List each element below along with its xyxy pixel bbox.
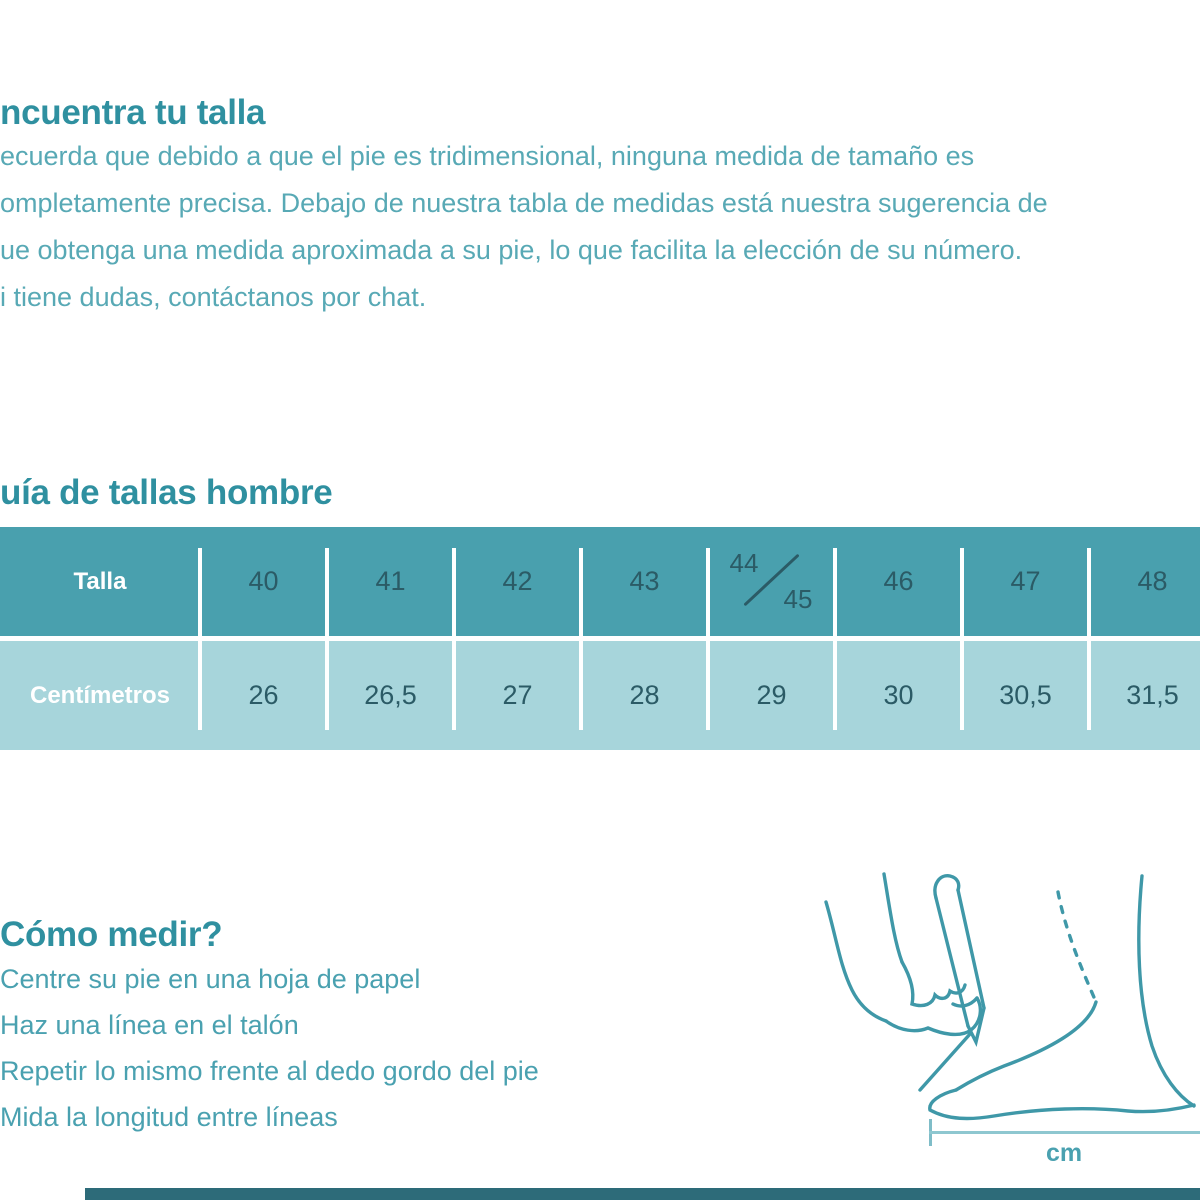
cm-cell: 28: [629, 680, 660, 710]
size-cell: 40: [248, 566, 279, 596]
measure-steps-list: [0, 956, 820, 1140]
shin-dashed-line: [1058, 892, 1096, 1002]
arm-outline: [826, 902, 886, 1021]
pencil-mark-line: [920, 1034, 970, 1090]
size-cell: 41: [375, 566, 406, 596]
cm-cell: 27: [502, 680, 533, 710]
cm-cell: 26: [248, 680, 279, 710]
cm-cell: 30,5: [999, 680, 1052, 710]
find-your-size-title: ncuentra tu talla: [0, 93, 266, 133]
column-separator: [833, 548, 837, 730]
cm-cell: 26,5: [364, 680, 417, 710]
cm-cell: 29: [756, 680, 787, 710]
size-cell: 46: [883, 566, 914, 596]
size-cell: 48: [1137, 566, 1168, 596]
measure-step: Centre su pie en una hoja de papel: [0, 964, 421, 994]
size-45: 45: [783, 583, 813, 614]
column-separator: [1087, 548, 1091, 730]
measure-step: Haz una línea en el talón: [0, 1010, 299, 1040]
measure-step: Repetir lo mismo frente al dedo gordo del pie: [0, 1056, 539, 1086]
size-cell-44-45: [708, 527, 835, 636]
how-to-measure-title: Cómo medir?: [0, 915, 223, 954]
table-row-sizes: [0, 527, 1200, 636]
table-row-centimeters: [0, 641, 1200, 750]
size-table: [0, 527, 1200, 750]
intro-paragraph: [0, 133, 1200, 321]
measure-line: [929, 1131, 1200, 1134]
foot-sole: [930, 1090, 1194, 1118]
size-44: 44: [729, 547, 759, 578]
column-separator: [198, 548, 202, 730]
intro-line: ue obtenga una medida aproximada a su pie, lo que facilita la elección de su número.: [0, 235, 1023, 265]
foot-measuring-illustration: [790, 858, 1200, 1158]
intro-line: ompletamente precisa. Debajo de nuestra tabla de medidas está nuestra sugerencia de: [0, 188, 1048, 218]
column-separator: [706, 548, 710, 730]
column-separator: [452, 548, 456, 730]
pencil: [935, 876, 959, 898]
foot-instep: [956, 1002, 1096, 1090]
hand-outline: [902, 962, 965, 1006]
size-cell: 43: [629, 566, 660, 596]
row-header-talla: Talla: [73, 567, 127, 595]
column-separator: [579, 548, 583, 730]
column-separator: [325, 548, 329, 730]
arm-outline: [884, 874, 902, 962]
size-cell: 42: [502, 566, 533, 596]
hand-outline: [953, 998, 977, 1006]
intro-line: ecuerda que debido a que el pie es tridimensional, ninguna medida de tamaño es: [0, 141, 975, 171]
intro-line: i tiene dudas, contáctanos por chat.: [0, 282, 427, 312]
bottom-section-edge: [85, 1188, 1200, 1200]
foot-heel: [1139, 876, 1194, 1106]
measure-step: Mida la longitud entre líneas: [0, 1102, 338, 1132]
cm-cell: 31,5: [1126, 680, 1179, 710]
cm-cell: 30: [883, 680, 914, 710]
column-separator: [960, 548, 964, 730]
men-size-guide-title: uía de tallas hombre: [0, 473, 333, 513]
row-header-centimetros: Centímetros: [29, 681, 171, 709]
size-cell: 47: [1010, 566, 1041, 596]
cm-unit-label: cm: [1046, 1139, 1083, 1167]
